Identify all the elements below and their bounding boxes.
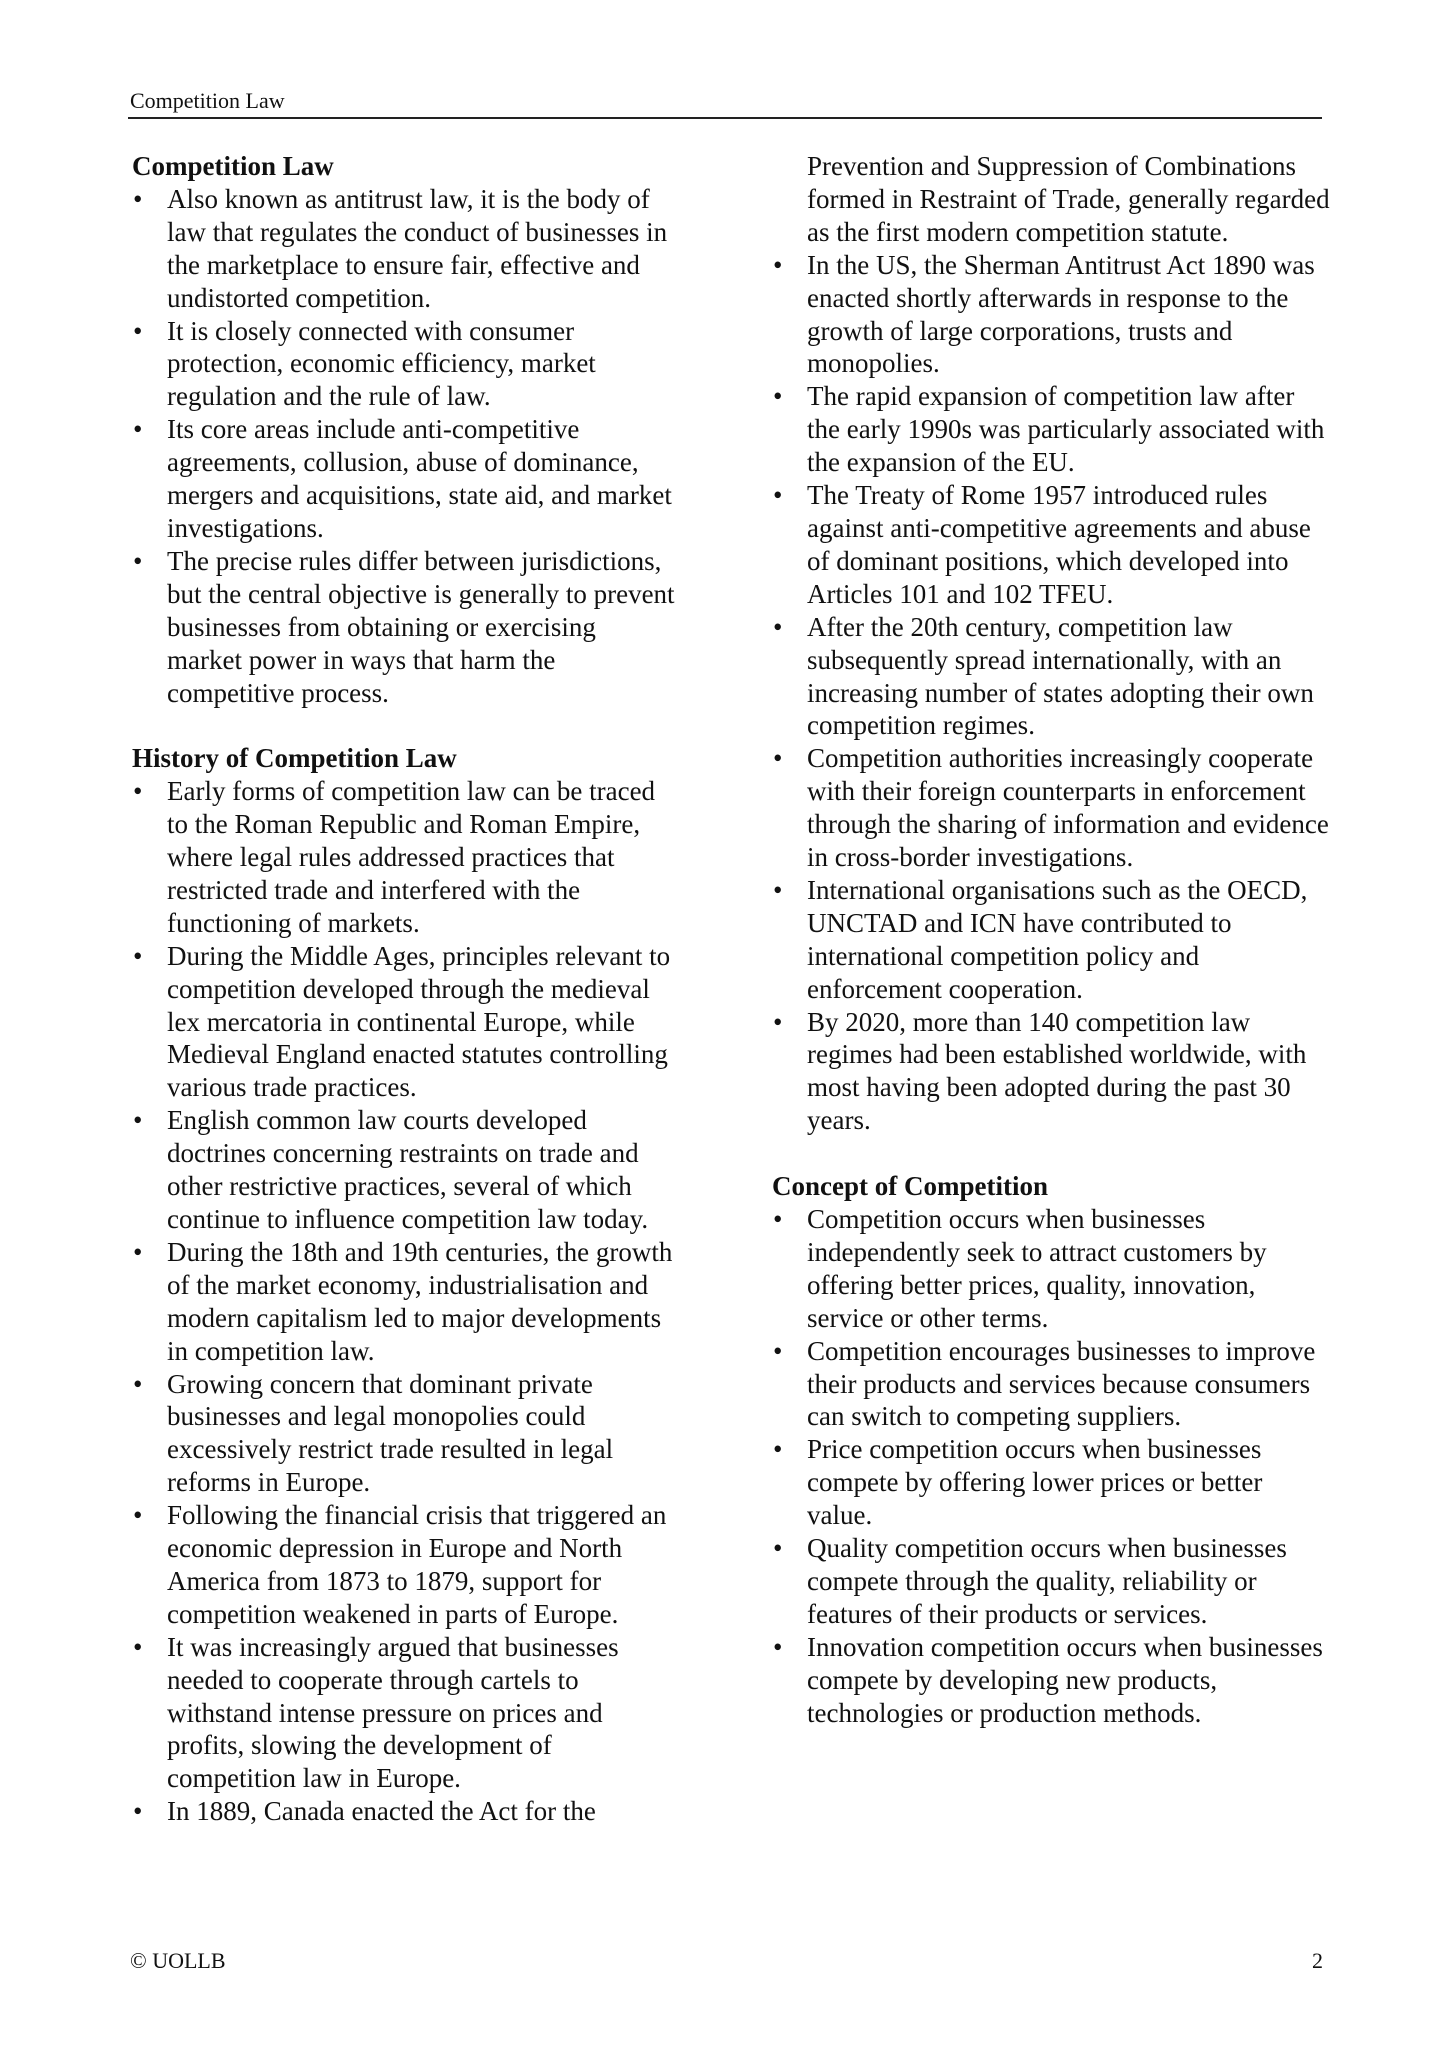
list-item: • It was increasingly argued that businesses needed to cooperate through cartels to withstand intense pressure on prices and profits, slowing the development of competition law in Europe.: [132, 1631, 677, 1796]
list-item: • Competition authorities increasingly cooperate with their foreign counterparts in enforcement through the sharing of information and evidence in cross-border investigations.: [772, 742, 1332, 874]
bullet-list: [772, 1203, 1332, 1730]
list-item: • During the 18th and 19th centuries, the growth of the market economy, industrialisation and modern capitalism led to major developments in competition law.: [132, 1236, 677, 1368]
list-item: • English common law courts developed doctrines concerning restraints on trade and other restrictive practices, several of which continue to influence competition law today.: [132, 1104, 677, 1236]
header-rule: [128, 117, 1322, 119]
list-item: • Also known as antitrust law, it is the body of law that regulates the conduct of businesses in the marketplace to ensure fair, effective and undistorted competition.: [132, 183, 677, 315]
bullet-list: [132, 183, 677, 710]
list-item: • It is closely connected with consumer protection, economic efficiency, market regulation and the rule of law.: [132, 315, 677, 414]
list-item: • The Treaty of Rome 1957 introduced rules against anti-competitive agreements and abuse of dominant positions, which developed into Articles 101 and 102 TFEU.: [772, 479, 1332, 611]
section-history: [132, 742, 677, 1828]
footer-copyright: © UOLLB: [130, 1948, 226, 1973]
list-item: • In 1889, Canada enacted the Act for the: [132, 1795, 677, 1828]
list-item: • The rapid expansion of competition law after the early 1990s was particularly associated with the expansion of the EU.: [772, 380, 1332, 479]
list-item: • Innovation competition occurs when businesses compete by developing new products, technologies or production methods.: [772, 1631, 1332, 1730]
footer-page-number: 2: [1312, 1948, 1323, 1973]
list-item: • International organisations such as the OECD, UNCTAD and ICN have contributed to international competition policy and enforcement cooperation.: [772, 874, 1332, 1006]
section-history-continued: [772, 150, 1332, 1137]
list-item: • Price competition occurs when businesses compete by offering lower prices or better value.: [772, 1433, 1332, 1532]
list-item: • Following the financial crisis that triggered an economic depression in Europe and North America from 1873 to 1879, support for competition weakened in parts of Europe.: [132, 1499, 677, 1631]
list-item: • Quality competition occurs when businesses compete through the quality, reliability or features of their products or services.: [772, 1532, 1332, 1631]
list-item: • During the Middle Ages, principles relevant to competition developed through the medieval lex mercatoria in continental Europe, while Medieval England enacted statutes controlling various trade practices.: [132, 940, 677, 1105]
section-title: Competition Law: [132, 151, 334, 181]
running-header: Competition Law: [130, 88, 285, 113]
bullet-list: [772, 150, 1332, 1137]
list-item: • The precise rules differ between jurisdictions, but the central objective is generally to prevent businesses from obtaining or exercising market power in ways that harm the competitive process.: [132, 545, 677, 710]
left-column: [132, 150, 677, 1861]
list-item: • In the US, the Sherman Antitrust Act 1890 was enacted shortly afterwards in response to the growth of large corporations, trusts and monopolies.: [772, 249, 1332, 381]
list-item-continuation: Prevention and Suppression of Combinations formed in Restraint of Trade, generally regarded as the first modern competition statute.: [807, 151, 1330, 247]
list-item: • Its core areas include anti-competitive agreements, collusion, abuse of dominance, mergers and acquisitions, state aid, and market investigations.: [132, 413, 677, 545]
bullet-list: [132, 775, 677, 1828]
list-item: • After the 20th century, competition law subsequently spread internationally, with an increasing number of states adopting their own competition regimes.: [772, 611, 1332, 743]
section-concept: [772, 1170, 1332, 1729]
section-title: Concept of Competition: [772, 1171, 1048, 1202]
section-competition-law: [132, 150, 677, 709]
list-item: • By 2020, more than 140 competition law regimes had been established worldwide, with most having been adopted during the past 30 years.: [772, 1006, 1332, 1138]
section-title: History of Competition Law: [132, 743, 457, 774]
list-item: • Growing concern that dominant private businesses and legal monopolies could excessively restrict trade resulted in legal reforms in Europe.: [132, 1368, 677, 1500]
list-item: • Competition encourages businesses to improve their products and services because consumers can switch to competing suppliers.: [772, 1335, 1332, 1434]
list-item: • Competition occurs when businesses independently seek to attract customers by offering better prices, quality, innovation, service or other terms.: [772, 1203, 1332, 1335]
list-item: • Early forms of competition law can be traced to the Roman Republic and Roman Empire, where legal rules addressed practices that restricted trade and interfered with the functioning of markets.: [132, 775, 677, 940]
right-column: [772, 150, 1332, 1762]
